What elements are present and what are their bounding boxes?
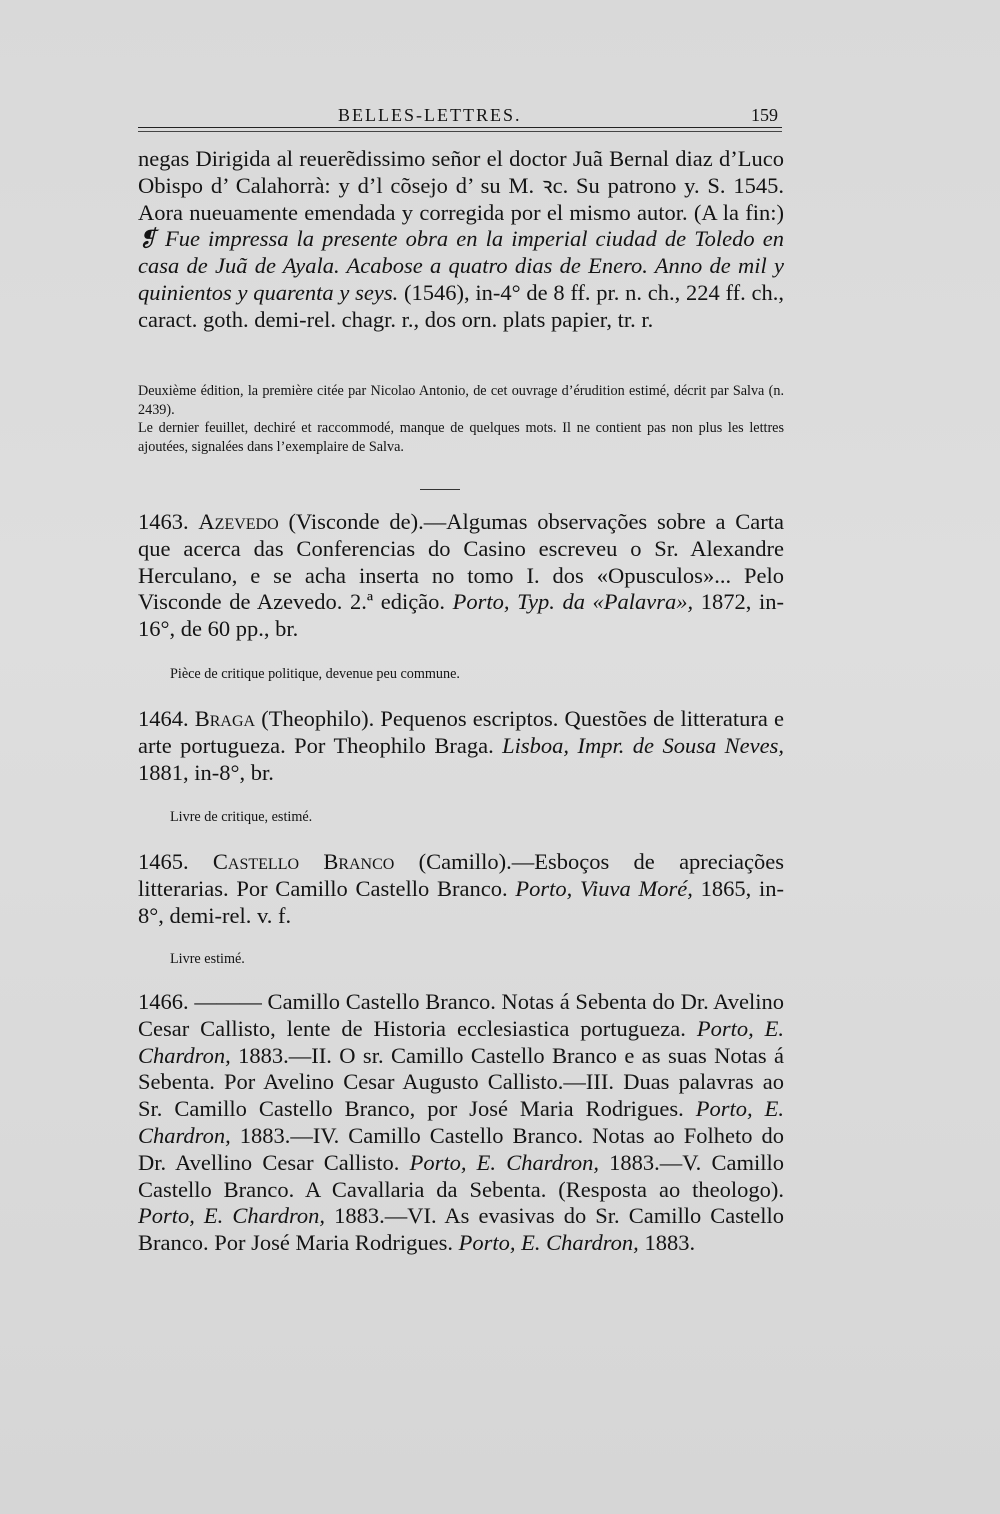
entry-text: 1883.—II. O sr. Camillo Castello Branco e as suas Notas á Sebenta. Por Avelino Cesar Augusto Callisto.—III. Duas palavras ao Sr. Camillo Castello Branco, por José Maria Rodrigues. — [138, 1042, 784, 1122]
entry-text: 1872, in-16°, de 60 pp., br. — [138, 589, 785, 642]
entry-1466 — [138, 989, 784, 1257]
entry-text: 1865, in-8°, demi-rel. v. f. — [138, 875, 784, 928]
entry-text: (Visconde de).—Algumas observações sobre a Carta que acerca das Conferencias do Casino escreveu o Sr. Alexandre Herculano, e se acha inserta no tomo I. dos «Opusculos»... Pelo Visconde de Azevedo. 2.ª edição. — [138, 509, 785, 615]
page-header — [138, 105, 782, 129]
entry-text: (Theophilo). Pequenos escriptos. Questões de litteratura e arte portugueza. Por Theophilo Braga. — [138, 706, 785, 758]
note-paragraph: Deuxième édition, la première citée par Nicolao Antonio, de cet ouvrage d’érudition estimé, décrit par Salva (n. 2439). — [138, 383, 784, 418]
colophon-text: ❡ Fue impressa la presente obra en la imperial ciudad de Toledo en casa de Juã de Ayala. Acabose a quatro dias de Enero. Anno de mil y quinientos y quarenta y seys. — [138, 226, 784, 305]
note-paragraph: Le dernier feuillet, dechiré et raccommodé, manque de quelques mots. Il ne contient pas non plus les lettres ajoutées, signalées dans l’exemplaire de Salva. — [138, 420, 784, 455]
imprint: Porto, E. Chardron, — [409, 1149, 599, 1175]
entry-number: 1464. — [138, 706, 189, 731]
entry-1465 — [138, 849, 784, 929]
entry-1463-note: Pièce de critique politique, devenue peu commune. — [170, 666, 460, 682]
continuation-entry — [138, 146, 784, 334]
entry-text: 1881, in-8°, br. — [138, 759, 274, 785]
ditto-dash: ——— — [194, 989, 262, 1014]
running-title: BELLES-LETTRES. — [338, 105, 522, 125]
entry-1465-note: Livre estimé. — [170, 951, 245, 967]
entry-1464 — [138, 706, 784, 786]
entry-text: 1883.—IV. Camillo Castello Branco. Notas ao Folheto do Dr. Avellino Cesar Callisto. — [138, 1122, 784, 1175]
imprint: Porto, Viuva Moré, — [515, 875, 693, 901]
header-rule-thin — [138, 131, 782, 132]
entry-author: Castello Branco — [212, 849, 395, 874]
imprint: Porto, E. Chardron, — [458, 1230, 639, 1256]
entry-number: 1465. — [138, 849, 189, 874]
entry-text: negas Dirigida al reuerẽdissimo señor el doctor Juã Bernal diaz d’Luco Obispo d’ Calahorrà: y d’l cõsejo d’ su M. ꝛc. Su patrono y. S. 1545. Aora nueuamente emendada y corregida por el mismo autor. (A la fin:) — [138, 146, 784, 225]
entry-number: 1463. — [138, 509, 189, 534]
imprint: Porto, E. Chardron, — [138, 1015, 785, 1068]
entry-1464-note: Livre de critique, estimé. — [170, 809, 313, 825]
entry-text: (1546), in-4° de 8 ff. pr. n. ch., 224 ff. ch., caract. goth. demi-rel. chagr. r., dos orn. plats papier, tr. r. — [138, 279, 784, 332]
entry-text: 1883.—VI. As evasivas do Sr. Camillo Castello Branco. Por José Maria Rodrigues. — [138, 1203, 784, 1256]
entry-text: Camillo Castello Branco. Notas á Sebenta do Dr. Avelino Cesar Callisto, lente de Historia ecclesiastica portugueza. — [138, 989, 784, 1041]
section-separator — [420, 489, 460, 490]
entry-number: 1466. — [138, 989, 189, 1014]
entry-author: Azevedo — [198, 509, 279, 534]
imprint: Lisboa, Impr. de Sousa Neves, — [502, 732, 784, 758]
entry-author: Braga — [194, 706, 256, 731]
entry-text: 1883.—V. Camillo Castello Branco. A Cavallaria da Sebenta. (Resposta ao theologo). — [138, 1149, 784, 1202]
imprint: Porto, Typ. da «Palavra», — [452, 589, 694, 615]
entry-1463 — [138, 509, 784, 643]
imprint: Porto, E. Chardron, — [138, 1203, 326, 1229]
continuation-notes — [138, 382, 784, 456]
entry-text: (Camillo).—Esboços de apreciações litterarias. Por Camillo Castello Branco. — [138, 849, 784, 901]
header-rule — [138, 127, 782, 128]
imprint: Porto, E. Chardron, — [138, 1096, 785, 1148]
page-number: 159 — [751, 105, 778, 125]
entry-text: 1883. — [638, 1230, 696, 1256]
